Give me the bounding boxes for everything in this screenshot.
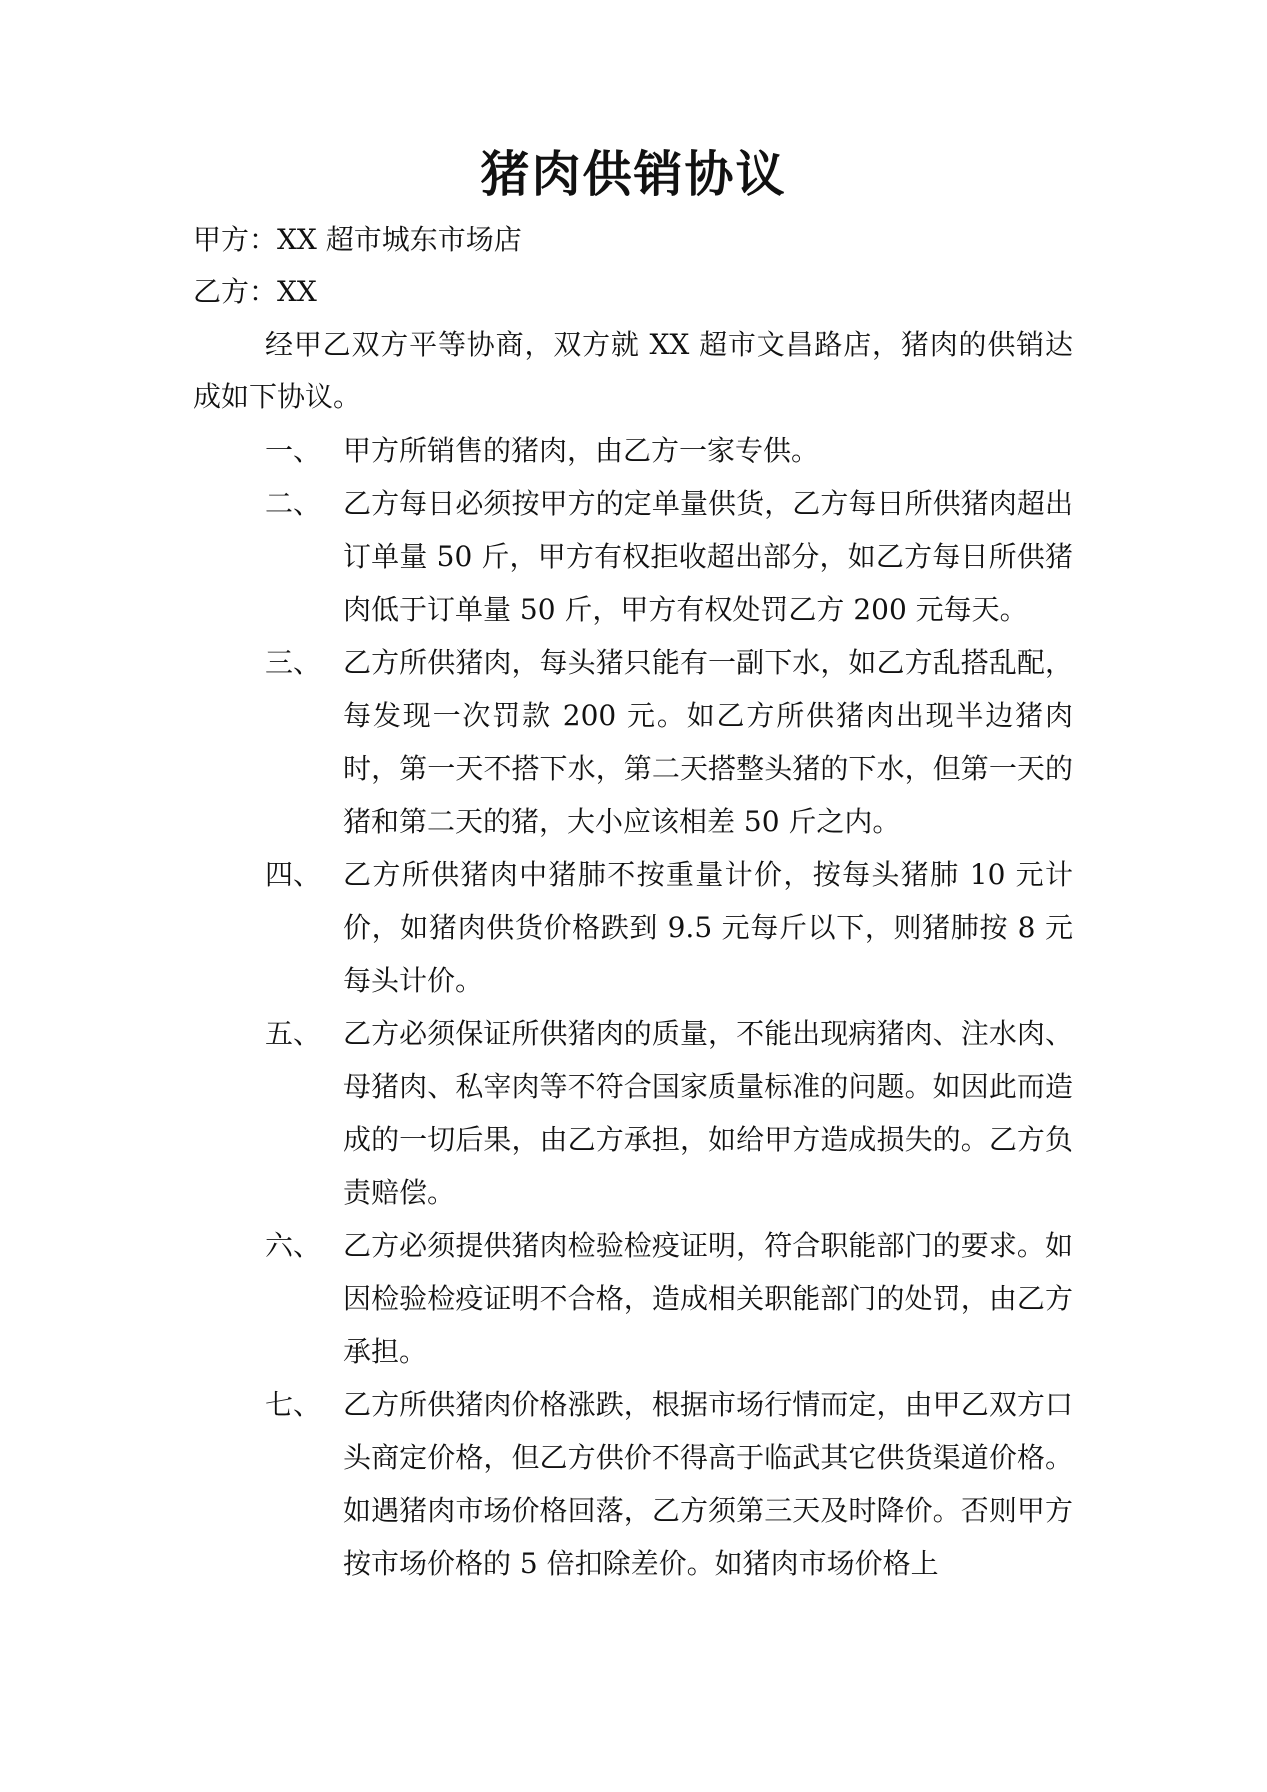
clause-number: 三、 — [265, 646, 322, 679]
clause-4 — [265, 848, 1073, 1007]
clause-3 — [265, 636, 1073, 848]
party-b-line: 乙方：XX — [193, 275, 317, 308]
clause-6 — [265, 1219, 1073, 1378]
party-a-line: 甲方：XX 超市城东市场店 — [193, 223, 522, 256]
clause-text: 乙方所供猪肉价格涨跌，根据市场行情而定，由甲乙双方口头商定价格，但乙方供价不得高于临武其它供货渠道价格。如遇猪肉市场价格回落，乙方须第三天及时降价。否则甲方按市场价格的 5 倍扣除差价。如猪肉市场价格上 — [343, 1388, 1073, 1580]
clause-text: 乙方每日必须按甲方的定单量供货，乙方每日所供猪肉超出订单量 50 斤，甲方有权拒收超出部分，如乙方每日所供猪肉低于订单量 50 斤，甲方有权处罚乙方 200 元每天。 — [343, 487, 1073, 626]
clause-number: 五、 — [265, 1017, 322, 1050]
clause-text: 乙方必须保证所供猪肉的质量，不能出现病猪肉、注水肉、母猪肉、私宰肉等不符合国家质量标准的问题。如因此而造成的一切后果，由乙方承担，如给甲方造成损失的。乙方负责赔偿。 — [343, 1017, 1073, 1209]
clause-2 — [265, 477, 1073, 636]
intro-paragraph: 经甲乙双方平等协商，双方就 XX 超市文昌路店，猪肉的供销达成如下协议。 — [193, 328, 1073, 413]
clause-number: 四、 — [265, 858, 322, 891]
clause-7 — [265, 1378, 1073, 1590]
clause-1 — [265, 424, 1073, 477]
clause-number: 六、 — [265, 1229, 322, 1262]
document-title: 猪肉供销协议 — [480, 146, 787, 203]
clause-number: 七、 — [265, 1388, 322, 1421]
clause-5 — [265, 1007, 1073, 1219]
clause-text: 乙方所供猪肉中猪肺不按重量计价，按每头猪肺 10 元计价，如猪肉供货价格跌到 9.5 元每斤以下，则猪肺按 8 元每头计价。 — [343, 858, 1073, 997]
clause-text: 乙方必须提供猪肉检验检疫证明，符合职能部门的要求。如因检验检疫证明不合格，造成相关职能部门的处罚，由乙方承担。 — [343, 1229, 1073, 1368]
clause-number: 二、 — [265, 487, 322, 520]
clause-text: 甲方所销售的猪肉，由乙方一家专供。 — [343, 434, 820, 467]
clause-text: 乙方所供猪肉，每头猪只能有一副下水，如乙方乱搭乱配，每发现一次罚款 200 元。如乙方所供猪肉出现半边猪肉时，第一天不搭下水，第二天搭整头猪的下水，但第一天的猪和第二天的猪，大小应该相差 50 斤之内。 — [343, 646, 1073, 838]
clause-number: 一、 — [265, 434, 322, 467]
